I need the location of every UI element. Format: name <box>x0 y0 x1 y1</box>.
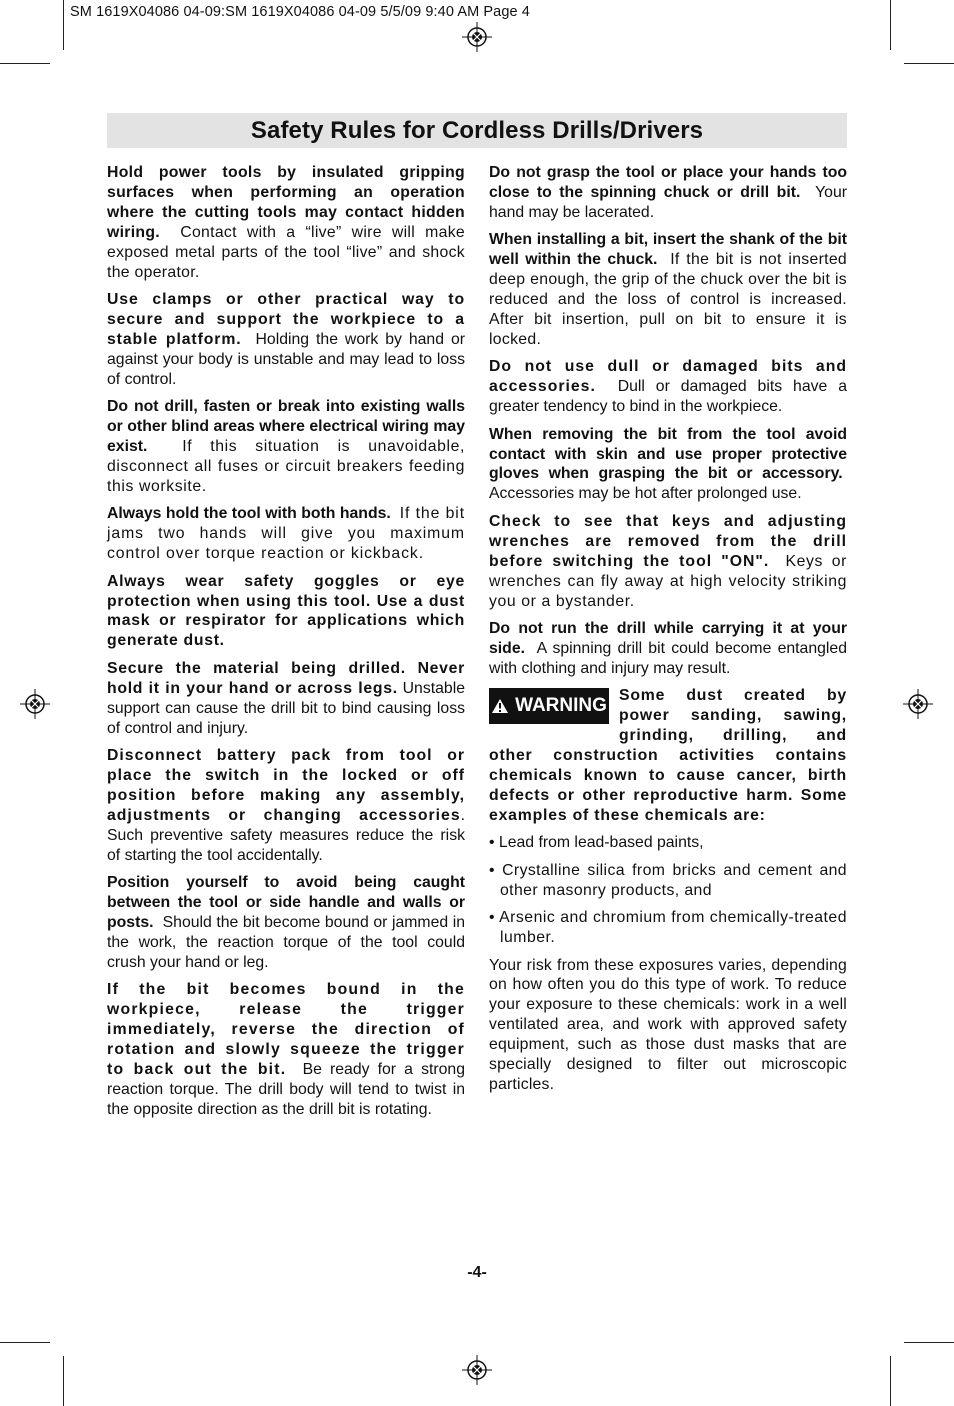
crop-mark-bottom-left-h <box>0 1342 50 1343</box>
warning-badge <box>489 688 609 724</box>
title-bar <box>107 113 847 148</box>
warning-label: WARNING <box>515 695 607 717</box>
safety-rule: Position yourself to avoid being caught between the tool or side handle and walls or posts. Should the bit become bound or jammed in the work, the reaction torque of the tool could crush your hand or leg. <box>107 874 465 971</box>
safety-rule: Disconnect battery pack from tool or place the switch in the locked or off position before making any assembly, adjustments or changing accessories. Such preventive safety measures reduce the risk of starting the tool accidentally. <box>107 747 465 864</box>
safety-rule: Secure the material being drilled. Never hold it in your hand or across legs. Unstable support can cause the drill bit to bind causing loss of control and injury. <box>107 659 465 737</box>
safety-rule: When removing the bit from the tool avoid contact with skin and use proper protective gloves when grasping the bit or accessory. Accessories may be hot after prolonged use. <box>489 425 847 503</box>
registration-mark-bottom-icon <box>462 1355 492 1385</box>
warning-triangle-icon <box>491 698 509 714</box>
crop-mark-bottom-right-v <box>890 1356 891 1406</box>
safety-rule: Do not drill, fasten or break into existing walls or other blind areas where electrical wiring may exist. If this situation is unavoidable, disconnect all fuses or circuit breakers feeding this worksite. <box>107 398 465 495</box>
registration-mark-right-icon <box>903 689 933 719</box>
safety-rule: If the bit becomes bound in the workpiece, release the trigger immediately, reverse the direction of rotation and slowly squeeze the trigger to back out the bit. Be ready for a strong reaction torque. The drill body will tend to twist in the opposite direction as the drill bit is rotating. <box>107 981 465 1118</box>
crop-mark-top-left-v <box>63 0 64 50</box>
right-column <box>489 163 847 1103</box>
registration-mark-top-icon <box>462 22 492 52</box>
safety-rule: Do not run the drill while carrying it at your side. A spinning drill bit could become entangled with clothing and injury may result. <box>489 620 847 677</box>
safety-rule: Always wear safety goggles or eye protection when using this tool. Use a dust mask or respirator for applications which generate dust. <box>107 572 465 650</box>
safety-rule: Hold power tools by insulated gripping surfaces when performing an operation where the cutting tools may contact hidden wiring. Contact with a “live” wire will make exposed metal parts of the tool “live” and shock the operator. <box>107 164 465 281</box>
safety-rule: Do not grasp the tool or place your hands too close to the spinning chuck or drill bit. Your hand may be lacerated. <box>489 164 847 221</box>
chemical-list-item: • Arsenic and chromium from chemically-treated lumber. <box>489 909 847 947</box>
crop-mark-top-right-h <box>904 63 954 64</box>
chemical-list-item: • Crystalline silica from bricks and cement and other masonry products, and <box>489 861 847 899</box>
registration-mark-left-icon <box>20 689 50 719</box>
closing-paragraph: Your risk from these exposures varies, depending on how often you do this type of work. To reduce your exposure to these chemicals: work in a well ventilated area, and work with approved safety equipment, such as those dust masks that are specially designed to filter out microscopic particles. <box>489 956 847 1093</box>
left-column <box>107 163 465 1127</box>
chemical-list-item: • Lead from lead-based paints, <box>489 834 704 852</box>
page-number: -4- <box>467 1264 487 1281</box>
page-title: Safety Rules for Cordless Drills/Drivers <box>250 116 704 144</box>
crop-mark-top-right-v <box>890 0 891 50</box>
crop-mark-bottom-right-h <box>904 1342 954 1343</box>
safety-rule: When installing a bit, insert the shank of the bit well within the chuck. If the bit is not inserted deep enough, the grip of the chuck over the bit is reduced and the loss of control is increased. After bit insertion, pull on bit to ensure it is locked. <box>489 231 847 348</box>
safety-rule: Always hold the tool with both hands. If the bit jams two hands will give you maximum control over torque reaction or kickback. <box>107 505 465 563</box>
print-slug-line: SM 1619X04086 04-09:SM 1619X04086 04-09 5/5/09 9:40 AM Page 4 <box>70 4 530 20</box>
warning-block <box>489 686 847 825</box>
safety-rule: Do not use dull or damaged bits and accessories. Dull or damaged bits have a greater tendency to bind in the workpiece. <box>489 358 847 416</box>
safety-rule: Use clamps or other practical way to secure and support the workpiece to a stable platform. Holding the work by hand or against your body is unstable and may lead to loss of control. <box>107 291 466 388</box>
warning-text: Some dust created by power sanding, sawing, grinding, drilling, and other construction activities contains chemicals known to cause cancer, birth defects or other reproductive harm. Some examples of these chemicals are: <box>489 687 847 824</box>
crop-mark-top-left-h <box>0 63 50 64</box>
crop-mark-bottom-left-v <box>63 1356 64 1406</box>
safety-rule: Check to see that keys and adjusting wrenches are removed from the drill before switching the tool "ON". Keys or wrenches can fly away at high velocity striking you or a bystander. <box>489 512 847 610</box>
